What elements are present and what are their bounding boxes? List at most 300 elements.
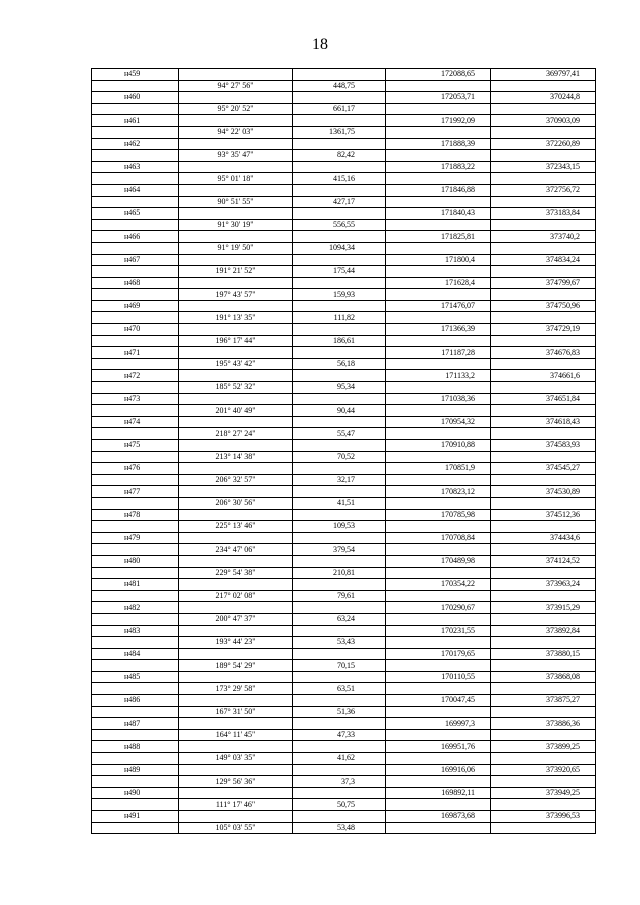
y-coordinate-cell: 374124,52: [491, 555, 596, 567]
empty-y-cell: [491, 103, 596, 115]
point-row: [92, 347, 596, 359]
segment-row: [92, 613, 596, 625]
empty-x-cell: [386, 173, 491, 185]
empty-name-cell: [92, 729, 179, 741]
empty-distance-cell: [293, 695, 386, 707]
empty-angle-cell: [179, 300, 293, 312]
direction-angle-cell: 129° 56' 36": [179, 776, 293, 788]
empty-name-cell: [92, 242, 179, 254]
y-coordinate-cell: 374661,6: [491, 370, 596, 382]
point-name-cell: н488: [92, 741, 179, 753]
direction-angle-cell: 90° 51' 55": [179, 196, 293, 208]
empty-distance-cell: [293, 741, 386, 753]
empty-x-cell: [386, 196, 491, 208]
empty-y-cell: [491, 474, 596, 486]
direction-angle-cell: 206° 32' 57": [179, 474, 293, 486]
y-coordinate-cell: 374799,67: [491, 277, 596, 289]
point-row: [92, 231, 596, 243]
distance-cell: 63,51: [293, 683, 386, 695]
point-row: [92, 370, 596, 382]
empty-distance-cell: [293, 92, 386, 104]
x-coordinate-cell: 170954,32: [386, 416, 491, 428]
segment-row: [92, 451, 596, 463]
empty-y-cell: [491, 382, 596, 394]
empty-distance-cell: [293, 764, 386, 776]
distance-cell: 1361,75: [293, 126, 386, 138]
direction-angle-cell: 149° 03' 35": [179, 753, 293, 765]
x-coordinate-cell: 170231,55: [386, 625, 491, 637]
segment-row: [92, 428, 596, 440]
distance-cell: 427,17: [293, 196, 386, 208]
point-name-cell: н466: [92, 231, 179, 243]
segment-row: [92, 753, 596, 765]
empty-x-cell: [386, 219, 491, 231]
empty-x-cell: [386, 451, 491, 463]
point-row: [92, 648, 596, 660]
distance-cell: 70,52: [293, 451, 386, 463]
point-row: [92, 440, 596, 452]
empty-y-cell: [491, 405, 596, 417]
empty-x-cell: [386, 753, 491, 765]
empty-name-cell: [92, 196, 179, 208]
y-coordinate-cell: 373996,53: [491, 811, 596, 823]
segment-row: [92, 729, 596, 741]
empty-angle-cell: [179, 69, 293, 81]
direction-angle-cell: 213° 14' 38": [179, 451, 293, 463]
empty-name-cell: [92, 451, 179, 463]
distance-cell: 50,75: [293, 799, 386, 811]
x-coordinate-cell: 171825,81: [386, 231, 491, 243]
empty-angle-cell: [179, 695, 293, 707]
empty-angle-cell: [179, 741, 293, 753]
y-coordinate-cell: 374545,27: [491, 463, 596, 475]
empty-distance-cell: [293, 555, 386, 567]
x-coordinate-cell: 170785,98: [386, 509, 491, 521]
empty-distance-cell: [293, 579, 386, 591]
empty-y-cell: [491, 660, 596, 672]
empty-y-cell: [491, 497, 596, 509]
empty-angle-cell: [179, 184, 293, 196]
empty-name-cell: [92, 173, 179, 185]
empty-name-cell: [92, 822, 179, 834]
point-name-cell: н475: [92, 440, 179, 452]
empty-distance-cell: [293, 324, 386, 336]
point-row: [92, 555, 596, 567]
segment-row: [92, 126, 596, 138]
point-name-cell: н473: [92, 393, 179, 405]
empty-x-cell: [386, 683, 491, 695]
y-coordinate-cell: 373183,84: [491, 208, 596, 220]
direction-angle-cell: 193° 44' 23": [179, 637, 293, 649]
empty-y-cell: [491, 219, 596, 231]
segment-row: [92, 358, 596, 370]
x-coordinate-cell: 170708,84: [386, 532, 491, 544]
point-name-cell: н461: [92, 115, 179, 127]
distance-cell: 55,47: [293, 428, 386, 440]
y-coordinate-cell: 374676,83: [491, 347, 596, 359]
x-coordinate-cell: 171628,4: [386, 277, 491, 289]
x-coordinate-cell: 172053,71: [386, 92, 491, 104]
empty-y-cell: [491, 80, 596, 92]
empty-distance-cell: [293, 463, 386, 475]
x-coordinate-cell: 171888,39: [386, 138, 491, 150]
empty-angle-cell: [179, 811, 293, 823]
empty-y-cell: [491, 358, 596, 370]
point-row: [92, 138, 596, 150]
point-name-cell: н464: [92, 184, 179, 196]
point-name-cell: н462: [92, 138, 179, 150]
empty-name-cell: [92, 590, 179, 602]
distance-cell: 448,75: [293, 80, 386, 92]
empty-name-cell: [92, 219, 179, 231]
y-coordinate-cell: 373892,84: [491, 625, 596, 637]
empty-y-cell: [491, 266, 596, 278]
direction-angle-cell: 200° 47' 37": [179, 613, 293, 625]
empty-angle-cell: [179, 138, 293, 150]
point-name-cell: н485: [92, 671, 179, 683]
point-row: [92, 532, 596, 544]
distance-cell: 41,51: [293, 497, 386, 509]
segment-row: [92, 497, 596, 509]
empty-distance-cell: [293, 532, 386, 544]
empty-y-cell: [491, 126, 596, 138]
distance-cell: 111,82: [293, 312, 386, 324]
empty-x-cell: [386, 544, 491, 556]
segment-row: [92, 567, 596, 579]
segment-row: [92, 312, 596, 324]
y-coordinate-cell: 374583,93: [491, 440, 596, 452]
y-coordinate-cell: 374651,84: [491, 393, 596, 405]
x-coordinate-cell: 171476,07: [386, 300, 491, 312]
direction-angle-cell: 167° 31' 50": [179, 706, 293, 718]
segment-row: [92, 590, 596, 602]
direction-angle-cell: 217° 02' 08": [179, 590, 293, 602]
empty-angle-cell: [179, 208, 293, 220]
empty-x-cell: [386, 799, 491, 811]
empty-distance-cell: [293, 161, 386, 173]
point-name-cell: н486: [92, 695, 179, 707]
distance-cell: 53,48: [293, 822, 386, 834]
empty-name-cell: [92, 637, 179, 649]
empty-distance-cell: [293, 208, 386, 220]
distance-cell: 1094,34: [293, 242, 386, 254]
direction-angle-cell: 218° 27' 24": [179, 428, 293, 440]
empty-y-cell: [491, 150, 596, 162]
point-name-cell: н489: [92, 764, 179, 776]
empty-distance-cell: [293, 486, 386, 498]
point-row: [92, 324, 596, 336]
x-coordinate-cell: 169951,76: [386, 741, 491, 753]
empty-y-cell: [491, 706, 596, 718]
empty-y-cell: [491, 521, 596, 533]
direction-angle-cell: 173° 29' 58": [179, 683, 293, 695]
y-coordinate-cell: 369797,41: [491, 69, 596, 81]
segment-row: [92, 405, 596, 417]
y-coordinate-cell: 373963,24: [491, 579, 596, 591]
point-name-cell: н480: [92, 555, 179, 567]
x-coordinate-cell: 170489,98: [386, 555, 491, 567]
segment-row: [92, 822, 596, 834]
x-coordinate-cell: 169892,11: [386, 787, 491, 799]
point-name-cell: н465: [92, 208, 179, 220]
empty-y-cell: [491, 312, 596, 324]
point-row: [92, 69, 596, 81]
y-coordinate-cell: 373899,25: [491, 741, 596, 753]
empty-name-cell: [92, 776, 179, 788]
point-name-cell: н471: [92, 347, 179, 359]
empty-y-cell: [491, 613, 596, 625]
point-name-cell: н474: [92, 416, 179, 428]
segment-row: [92, 521, 596, 533]
empty-name-cell: [92, 544, 179, 556]
empty-name-cell: [92, 126, 179, 138]
empty-distance-cell: [293, 602, 386, 614]
empty-name-cell: [92, 613, 179, 625]
empty-angle-cell: [179, 555, 293, 567]
direction-angle-cell: 91° 19' 50": [179, 242, 293, 254]
point-name-cell: н459: [92, 69, 179, 81]
empty-y-cell: [491, 776, 596, 788]
empty-x-cell: [386, 613, 491, 625]
x-coordinate-cell: 170354,22: [386, 579, 491, 591]
distance-cell: 56,18: [293, 358, 386, 370]
x-coordinate-cell: 169916,06: [386, 764, 491, 776]
empty-x-cell: [386, 474, 491, 486]
page-number: 18: [312, 36, 328, 53]
point-row: [92, 811, 596, 823]
coordinates-table: [91, 68, 596, 834]
empty-name-cell: [92, 358, 179, 370]
empty-x-cell: [386, 289, 491, 301]
point-name-cell: н460: [92, 92, 179, 104]
x-coordinate-cell: 171800,4: [386, 254, 491, 266]
empty-angle-cell: [179, 231, 293, 243]
empty-name-cell: [92, 266, 179, 278]
point-name-cell: н487: [92, 718, 179, 730]
direction-angle-cell: 94° 22' 03": [179, 126, 293, 138]
empty-angle-cell: [179, 254, 293, 266]
direction-angle-cell: 164° 11' 45": [179, 729, 293, 741]
empty-distance-cell: [293, 231, 386, 243]
empty-x-cell: [386, 521, 491, 533]
direction-angle-cell: 185° 52' 32": [179, 382, 293, 394]
empty-angle-cell: [179, 92, 293, 104]
y-coordinate-cell: 373740,2: [491, 231, 596, 243]
segment-row: [92, 683, 596, 695]
distance-cell: 661,17: [293, 103, 386, 115]
empty-angle-cell: [179, 324, 293, 336]
direction-angle-cell: 93° 35' 47": [179, 150, 293, 162]
y-coordinate-cell: 374512,36: [491, 509, 596, 521]
empty-x-cell: [386, 405, 491, 417]
y-coordinate-cell: 370244,8: [491, 92, 596, 104]
empty-angle-cell: [179, 486, 293, 498]
empty-y-cell: [491, 637, 596, 649]
y-coordinate-cell: 374434,6: [491, 532, 596, 544]
segment-row: [92, 706, 596, 718]
empty-x-cell: [386, 335, 491, 347]
empty-distance-cell: [293, 115, 386, 127]
y-coordinate-cell: 373868,08: [491, 671, 596, 683]
empty-distance-cell: [293, 138, 386, 150]
direction-angle-cell: 94° 27' 56": [179, 80, 293, 92]
point-row: [92, 92, 596, 104]
empty-x-cell: [386, 567, 491, 579]
empty-y-cell: [491, 799, 596, 811]
empty-distance-cell: [293, 277, 386, 289]
x-coordinate-cell: 170290,67: [386, 602, 491, 614]
empty-x-cell: [386, 103, 491, 115]
direction-angle-cell: 229° 54' 38": [179, 567, 293, 579]
empty-distance-cell: [293, 625, 386, 637]
point-row: [92, 787, 596, 799]
empty-name-cell: [92, 567, 179, 579]
empty-angle-cell: [179, 671, 293, 683]
y-coordinate-cell: 373886,36: [491, 718, 596, 730]
empty-angle-cell: [179, 161, 293, 173]
distance-cell: 415,16: [293, 173, 386, 185]
y-coordinate-cell: 374750,96: [491, 300, 596, 312]
direction-angle-cell: 91° 30' 19": [179, 219, 293, 231]
empty-angle-cell: [179, 532, 293, 544]
point-name-cell: н472: [92, 370, 179, 382]
empty-y-cell: [491, 590, 596, 602]
empty-distance-cell: [293, 69, 386, 81]
empty-x-cell: [386, 80, 491, 92]
segment-row: [92, 80, 596, 92]
empty-y-cell: [491, 683, 596, 695]
empty-y-cell: [491, 753, 596, 765]
point-name-cell: н478: [92, 509, 179, 521]
point-row: [92, 463, 596, 475]
empty-angle-cell: [179, 579, 293, 591]
distance-cell: 556,55: [293, 219, 386, 231]
y-coordinate-cell: 373915,29: [491, 602, 596, 614]
empty-x-cell: [386, 776, 491, 788]
coordinates-table-body: [92, 69, 596, 834]
distance-cell: 175,44: [293, 266, 386, 278]
y-coordinate-cell: 373880,15: [491, 648, 596, 660]
direction-angle-cell: 191° 21' 52": [179, 266, 293, 278]
empty-distance-cell: [293, 671, 386, 683]
empty-y-cell: [491, 822, 596, 834]
distance-cell: 70,15: [293, 660, 386, 672]
empty-distance-cell: [293, 787, 386, 799]
direction-angle-cell: 95° 01' 18": [179, 173, 293, 185]
y-coordinate-cell: 372343,15: [491, 161, 596, 173]
empty-y-cell: [491, 242, 596, 254]
point-row: [92, 764, 596, 776]
empty-name-cell: [92, 312, 179, 324]
point-row: [92, 741, 596, 753]
x-coordinate-cell: 171366,39: [386, 324, 491, 336]
direction-angle-cell: 191° 13' 35": [179, 312, 293, 324]
point-row: [92, 208, 596, 220]
empty-angle-cell: [179, 718, 293, 730]
distance-cell: 32,17: [293, 474, 386, 486]
empty-x-cell: [386, 590, 491, 602]
point-row: [92, 486, 596, 498]
x-coordinate-cell: 171992,09: [386, 115, 491, 127]
empty-x-cell: [386, 312, 491, 324]
direction-angle-cell: 234° 47' 06": [179, 544, 293, 556]
segment-row: [92, 103, 596, 115]
empty-x-cell: [386, 266, 491, 278]
point-name-cell: н484: [92, 648, 179, 660]
distance-cell: 47,33: [293, 729, 386, 741]
direction-angle-cell: 225° 13' 46": [179, 521, 293, 533]
empty-distance-cell: [293, 254, 386, 266]
point-name-cell: н469: [92, 300, 179, 312]
y-coordinate-cell: 373920,65: [491, 764, 596, 776]
empty-angle-cell: [179, 625, 293, 637]
point-name-cell: н482: [92, 602, 179, 614]
empty-angle-cell: [179, 347, 293, 359]
empty-angle-cell: [179, 277, 293, 289]
point-name-cell: н483: [92, 625, 179, 637]
empty-y-cell: [491, 173, 596, 185]
empty-y-cell: [491, 567, 596, 579]
direction-angle-cell: 195° 43' 42": [179, 358, 293, 370]
empty-angle-cell: [179, 764, 293, 776]
distance-cell: 79,61: [293, 590, 386, 602]
empty-angle-cell: [179, 440, 293, 452]
x-coordinate-cell: 172088,65: [386, 69, 491, 81]
empty-name-cell: [92, 521, 179, 533]
empty-x-cell: [386, 382, 491, 394]
empty-distance-cell: [293, 184, 386, 196]
empty-name-cell: [92, 150, 179, 162]
empty-x-cell: [386, 637, 491, 649]
distance-cell: 53,43: [293, 637, 386, 649]
empty-distance-cell: [293, 440, 386, 452]
x-coordinate-cell: 170851,9: [386, 463, 491, 475]
empty-distance-cell: [293, 509, 386, 521]
direction-angle-cell: 197° 43' 57": [179, 289, 293, 301]
point-row: [92, 579, 596, 591]
segment-row: [92, 266, 596, 278]
empty-distance-cell: [293, 370, 386, 382]
segment-row: [92, 150, 596, 162]
empty-x-cell: [386, 729, 491, 741]
x-coordinate-cell: 170110,55: [386, 671, 491, 683]
x-coordinate-cell: 171187,28: [386, 347, 491, 359]
distance-cell: 90,44: [293, 405, 386, 417]
direction-angle-cell: 95° 20' 52": [179, 103, 293, 115]
empty-x-cell: [386, 706, 491, 718]
distance-cell: 95,34: [293, 382, 386, 394]
y-coordinate-cell: 374729,19: [491, 324, 596, 336]
empty-name-cell: [92, 474, 179, 486]
point-name-cell: н481: [92, 579, 179, 591]
empty-angle-cell: [179, 787, 293, 799]
x-coordinate-cell: 170179,65: [386, 648, 491, 660]
point-name-cell: н491: [92, 811, 179, 823]
x-coordinate-cell: 171846,88: [386, 184, 491, 196]
empty-name-cell: [92, 382, 179, 394]
segment-row: [92, 799, 596, 811]
empty-y-cell: [491, 289, 596, 301]
segment-row: [92, 382, 596, 394]
segment-row: [92, 242, 596, 254]
distance-cell: 51,36: [293, 706, 386, 718]
direction-angle-cell: 196° 17' 44": [179, 335, 293, 347]
empty-distance-cell: [293, 300, 386, 312]
empty-y-cell: [491, 428, 596, 440]
x-coordinate-cell: 170047,45: [386, 695, 491, 707]
empty-name-cell: [92, 799, 179, 811]
point-row: [92, 625, 596, 637]
